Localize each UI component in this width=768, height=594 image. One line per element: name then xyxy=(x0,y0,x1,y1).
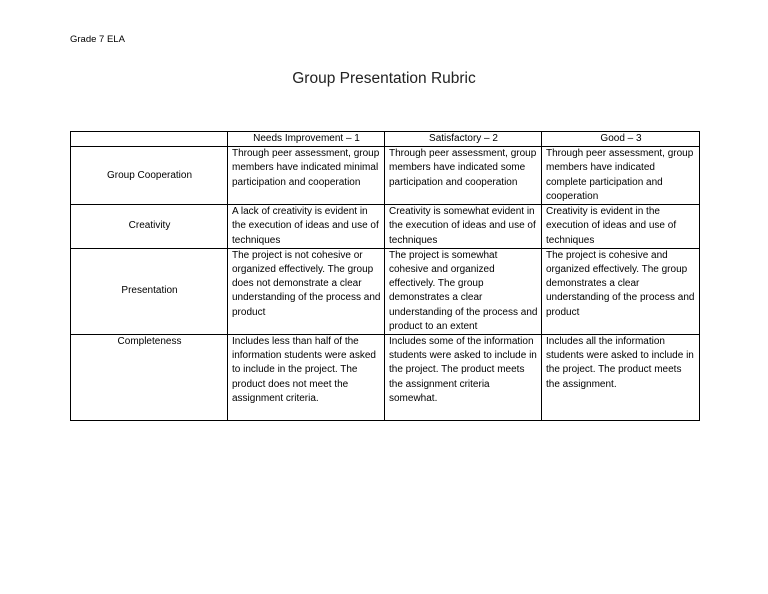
table-cell: A lack of creativity is evident in the execution of ideas and use of techniques xyxy=(228,205,385,249)
table-cell: The project is cohesive and organized effectively. The group demonstrates a clear understanding of the process and product xyxy=(542,248,700,334)
header-cell-good: Good – 3 xyxy=(542,132,700,147)
course-label: Grade 7 ELA xyxy=(70,34,125,45)
table-row xyxy=(71,147,700,205)
table-row xyxy=(71,248,700,334)
criterion-label: Presentation xyxy=(71,248,228,334)
table-cell: Through peer assessment, group members have indicated minimal participation and cooperation xyxy=(228,147,385,205)
table-cell: Includes all the information students were asked to include in the project. The product meets the assignment. xyxy=(542,335,700,421)
criterion-label: Group Cooperation xyxy=(71,147,228,205)
page-title: Group Presentation Rubric xyxy=(292,70,476,87)
header-cell-blank xyxy=(71,132,228,147)
table-cell: The project is not cohesive or organized effectively. The group does not demonstrate a clear understanding of the process and product xyxy=(228,248,385,334)
table-cell: Includes less than half of the information students were asked to include in the project. The product does not meet the assignment criteria. xyxy=(228,335,385,421)
criterion-label: Creativity xyxy=(71,205,228,249)
table-cell: Creativity is somewhat evident in the execution of ideas and use of techniques xyxy=(385,205,542,249)
rubric-table xyxy=(70,131,700,421)
table-cell: Through peer assessment, group members have indicated some participation and cooperation xyxy=(385,147,542,205)
table-cell: The project is somewhat cohesive and organized effectively. The group demonstrates a clear understanding of the process and product to an extent xyxy=(385,248,542,334)
table-row xyxy=(71,205,700,249)
table-cell: Creativity is evident in the execution of ideas and use of techniques xyxy=(542,205,700,249)
table-cell: Through peer assessment, group members have indicated complete participation and cooperation xyxy=(542,147,700,205)
table-row xyxy=(71,335,700,421)
header-row xyxy=(71,132,700,147)
header-cell-satisfactory: Satisfactory – 2 xyxy=(385,132,542,147)
table-cell: Includes some of the information students were asked to include in the project. The product meets the assignment criteria somewhat. xyxy=(385,335,542,421)
criterion-label: Completeness xyxy=(71,335,228,421)
header-cell-needs-improvement: Needs Improvement – 1 xyxy=(228,132,385,147)
